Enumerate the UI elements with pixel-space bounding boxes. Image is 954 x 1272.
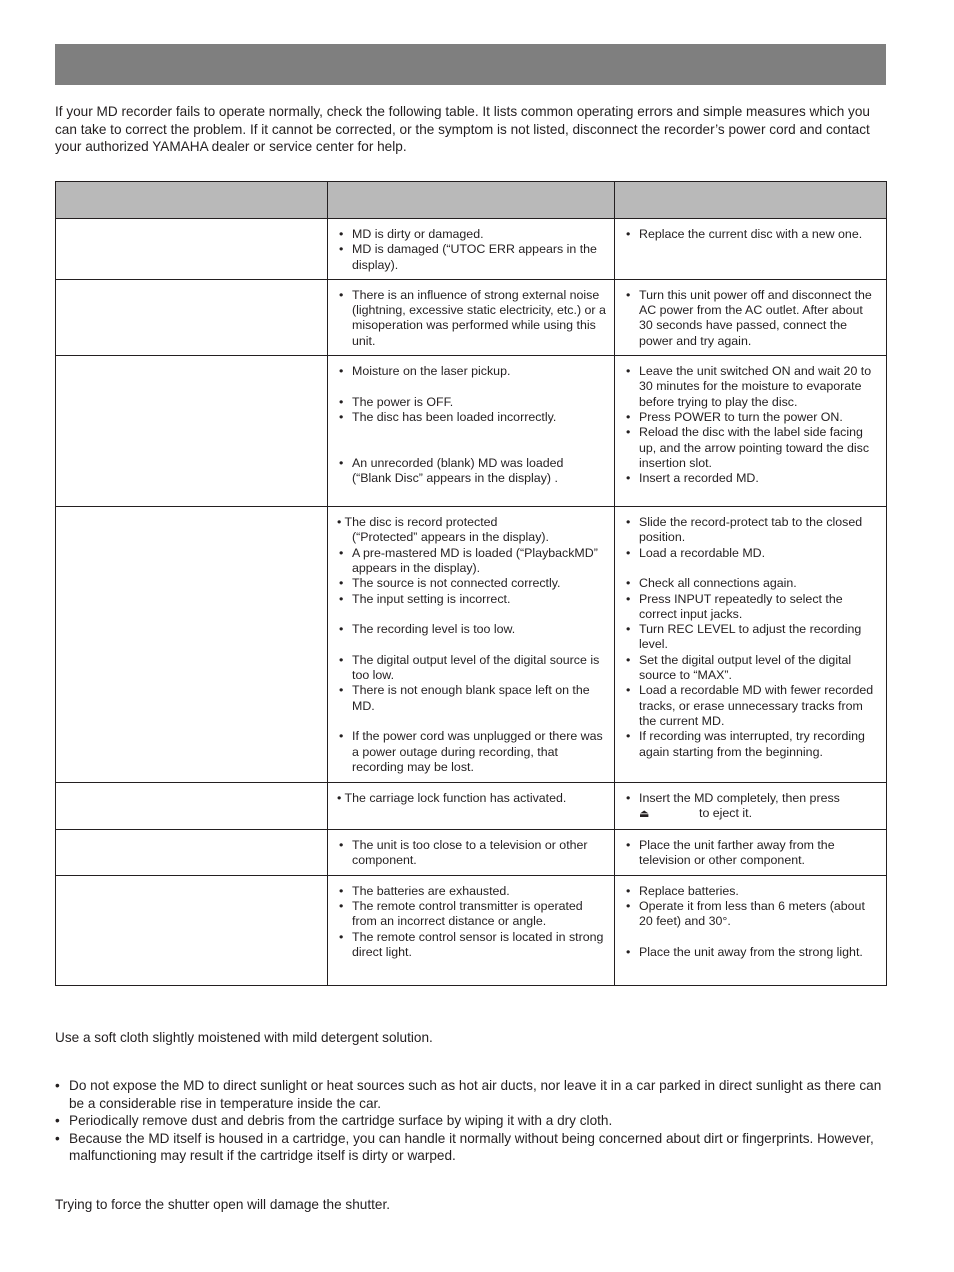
list-item	[624, 425, 878, 471]
cause-list	[337, 791, 606, 806]
section-title-bar	[55, 44, 886, 85]
table-row	[56, 875, 887, 985]
cause-list	[337, 515, 606, 775]
list-item	[337, 653, 606, 684]
list-item	[337, 515, 606, 530]
list-spacer	[337, 607, 606, 622]
list-item	[337, 576, 606, 591]
list-item-text: • The carriage lock function has activated.	[337, 791, 567, 806]
list-item-text: The source is not connected correctly.	[352, 576, 561, 591]
list-item	[337, 530, 606, 545]
list-item	[624, 729, 878, 760]
list-item-text: MD is dirty or damaged.	[352, 227, 484, 241]
list-item	[624, 653, 878, 684]
table-header-row	[56, 182, 887, 219]
list-item-text: The remote control transmitter is operated from an incorrect distance or angle.	[352, 898, 583, 929]
list-item: • Do not expose the MD to direct sunlight or heat sources such as hot air ducts, nor leave it in a car parked in direct sunlight as there can be a considerable rise in temperature inside the car.	[55, 1077, 886, 1112]
cause-list	[337, 838, 606, 869]
remedy-cell	[615, 875, 887, 985]
eject-icon: ⏏	[639, 808, 650, 821]
list-item	[337, 899, 606, 930]
list-item-text: Operate it from less than 6 meters (about 20 feet) and 30°.	[639, 898, 865, 929]
list-spacer	[337, 637, 606, 652]
list-item-text: Leave the unit switched ON and wait 20 to 30 minutes for the moisture to evaporate before trying to play the disc.	[639, 364, 872, 409]
list-item	[337, 884, 606, 899]
table-row	[56, 783, 887, 830]
list-item-text: The digital output level of the digital source is too low.	[352, 652, 600, 683]
list-item-text: (“Protected” appears in the display).	[352, 530, 549, 545]
list-item-text: to eject it.	[699, 806, 753, 821]
list-item-text: If recording was interrupted, try recording again starting from the beginning.	[639, 729, 865, 759]
list-item-text: Insert the MD completely, then press	[639, 791, 840, 806]
remedy-cell	[615, 219, 887, 280]
list-item-text: The recording level is too low.	[352, 622, 516, 637]
list-item	[624, 884, 878, 899]
list-item-text: Set the digital output level of the digital source to “MAX”.	[639, 652, 852, 683]
remedy-cell	[615, 507, 887, 783]
shutter-note: Trying to force the shutter open will damage the shutter.	[55, 1197, 390, 1212]
list-item	[624, 364, 878, 410]
list-item: • Because the MD itself is housed in a cartridge, you can handle it normally without being concerned about dirt or fingerprints. However, malfunctioning may result if the cartridge itself is dirty or warped.	[55, 1130, 886, 1165]
list-item-text: The unit is too close to a television or other component.	[352, 837, 588, 867]
list-item-text: If the power cord was unplugged or there was a power outage during recording, that recording may be lost.	[352, 729, 603, 774]
list-item	[337, 546, 606, 577]
list-item	[624, 410, 878, 425]
table-row	[56, 829, 887, 875]
list-item	[624, 791, 878, 806]
list-spacer	[337, 425, 606, 440]
list-item	[337, 930, 606, 961]
cause-list	[337, 364, 606, 486]
table-row	[56, 356, 887, 507]
list-item-text: Load a recordable MD.	[639, 545, 766, 560]
cause-cell	[328, 279, 615, 355]
remedy-cell	[615, 279, 887, 355]
intro-paragraph: If your MD recorder fails to operate normally, check the following table. It lists common operating errors and simple measures which you can take to correct the problem. If it cannot be corrected, or the symptom is not listed, disconnect the recorder’s power cord and contact your authorized YAMAHA dealer or service center for help.	[55, 104, 870, 155]
list-item-text: Insert a recorded MD.	[639, 471, 759, 486]
remedy-cell	[615, 783, 887, 830]
cause-list	[337, 288, 606, 349]
list-item-text: Slide the record-protect tab to the closed position.	[639, 515, 863, 545]
list-item-text: The remote control sensor is located in strong direct light.	[352, 929, 604, 959]
cause-list	[337, 884, 606, 960]
list-item	[624, 592, 878, 623]
list-item-text: MD is damaged (“UTOC ERR appears in the display).	[352, 242, 597, 272]
remedy-list	[624, 515, 878, 760]
list-item-text: Turn REC LEVEL to adjust the recording level.	[639, 622, 862, 652]
list-item	[624, 546, 878, 561]
symptom-cell	[56, 356, 328, 507]
list-spacer	[337, 379, 606, 394]
list-item	[337, 410, 606, 425]
list-item	[337, 622, 606, 637]
list-item-text: There is not enough blank space left on the MD.	[352, 683, 590, 713]
remedy-list	[624, 364, 878, 486]
cause-cell	[328, 829, 615, 875]
symptom-cell	[56, 783, 328, 830]
list-item	[337, 456, 606, 487]
list-spacer	[337, 714, 606, 729]
table-row	[56, 507, 887, 783]
header-cause	[328, 182, 615, 219]
list-item	[624, 945, 878, 960]
list-item-text: Moisture on the laser pickup.	[352, 364, 511, 379]
list-item-text: Load a recordable MD with fewer recorded tracks, or erase unnecessary tracks from the current MD.	[639, 683, 874, 728]
list-item-text: The batteries are exhausted.	[352, 883, 510, 898]
list-item	[337, 288, 606, 349]
list-item	[624, 899, 878, 930]
list-item	[624, 806, 878, 822]
list-item-text: • The disc is record protected	[337, 515, 498, 530]
list-item: • Periodically remove dust and debris from the cartridge surface by wiping it with a dry cloth.	[55, 1112, 886, 1130]
list-item	[624, 838, 878, 869]
list-item	[337, 683, 606, 714]
list-item-text: Replace batteries.	[639, 883, 739, 898]
list-item-text: Replace the current disc with a new one.	[639, 227, 863, 241]
list-item-text: There is an influence of strong external noise (lightning, excessive static electricity, etc.) or a misoperation was performed while using this unit.	[352, 287, 606, 348]
symptom-cell	[56, 279, 328, 355]
list-item-text: Check all connections again.	[639, 576, 797, 591]
list-item	[337, 395, 606, 410]
list-item	[624, 471, 878, 486]
list-item	[624, 683, 878, 729]
list-item-text: Press POWER to turn the power ON.	[639, 409, 843, 424]
table-row	[56, 279, 887, 355]
list-item	[337, 364, 606, 379]
list-item	[337, 791, 606, 806]
list-item-text: An unrecorded (blank) MD was loaded (“Blank Disc” appears in the display) .	[352, 455, 564, 486]
cause-cell	[328, 875, 615, 985]
list-item-text: Place the unit farther away from the television or other component.	[639, 837, 835, 867]
remedy-list	[624, 838, 878, 869]
list-item-text: Reload the disc with the label side facing up, and the arrow pointing toward the disc insertion slot.	[639, 425, 870, 470]
symptom-cell	[56, 875, 328, 985]
remedy-cell	[615, 356, 887, 507]
symptom-cell	[56, 829, 328, 875]
list-item-text: Turn this unit power off and disconnect the AC power from the AC outlet. After about 30 seconds have passed, connect the power and try again.	[639, 287, 872, 348]
symptom-cell	[56, 219, 328, 280]
list-spacer	[624, 930, 878, 945]
list-item	[624, 576, 878, 591]
troubleshooting-table	[55, 181, 887, 986]
list-item	[624, 288, 878, 349]
list-item	[337, 729, 606, 775]
cause-cell	[328, 783, 615, 830]
list-item-text: Press INPUT repeatedly to select the correct input jacks.	[639, 591, 843, 621]
list-item-text: The power is OFF.	[352, 394, 454, 409]
cause-cell	[328, 507, 615, 783]
list-item	[624, 515, 878, 546]
list-item	[337, 838, 606, 869]
list-item-text: A pre-mastered MD is loaded (“PlaybackMD” appears in the display).	[352, 545, 598, 575]
remedy-cell	[615, 829, 887, 875]
cause-list	[337, 227, 606, 273]
remedy-list	[624, 227, 878, 242]
header-symptom	[56, 182, 328, 219]
remedy-list	[624, 791, 878, 823]
list-item	[337, 592, 606, 607]
cleaning-note: Use a soft cloth slightly moistened with mild detergent solution.	[55, 1030, 433, 1045]
header-remedy	[615, 182, 887, 219]
cause-cell	[328, 356, 615, 507]
list-spacer	[337, 441, 606, 456]
list-item-text: Place the unit away from the strong light.	[639, 944, 863, 959]
list-item	[624, 227, 878, 242]
list-item	[624, 622, 878, 653]
remedy-list	[624, 288, 878, 349]
list-spacer	[624, 561, 878, 576]
cause-cell	[328, 219, 615, 280]
symptom-cell	[56, 507, 328, 783]
remedy-list	[624, 884, 878, 960]
table-row	[56, 219, 887, 280]
list-item	[337, 227, 606, 242]
handling-list	[55, 1077, 886, 1165]
list-item-text: The input setting is incorrect.	[352, 591, 511, 606]
list-item	[337, 242, 606, 273]
list-item-text: The disc has been loaded incorrectly.	[352, 409, 557, 424]
